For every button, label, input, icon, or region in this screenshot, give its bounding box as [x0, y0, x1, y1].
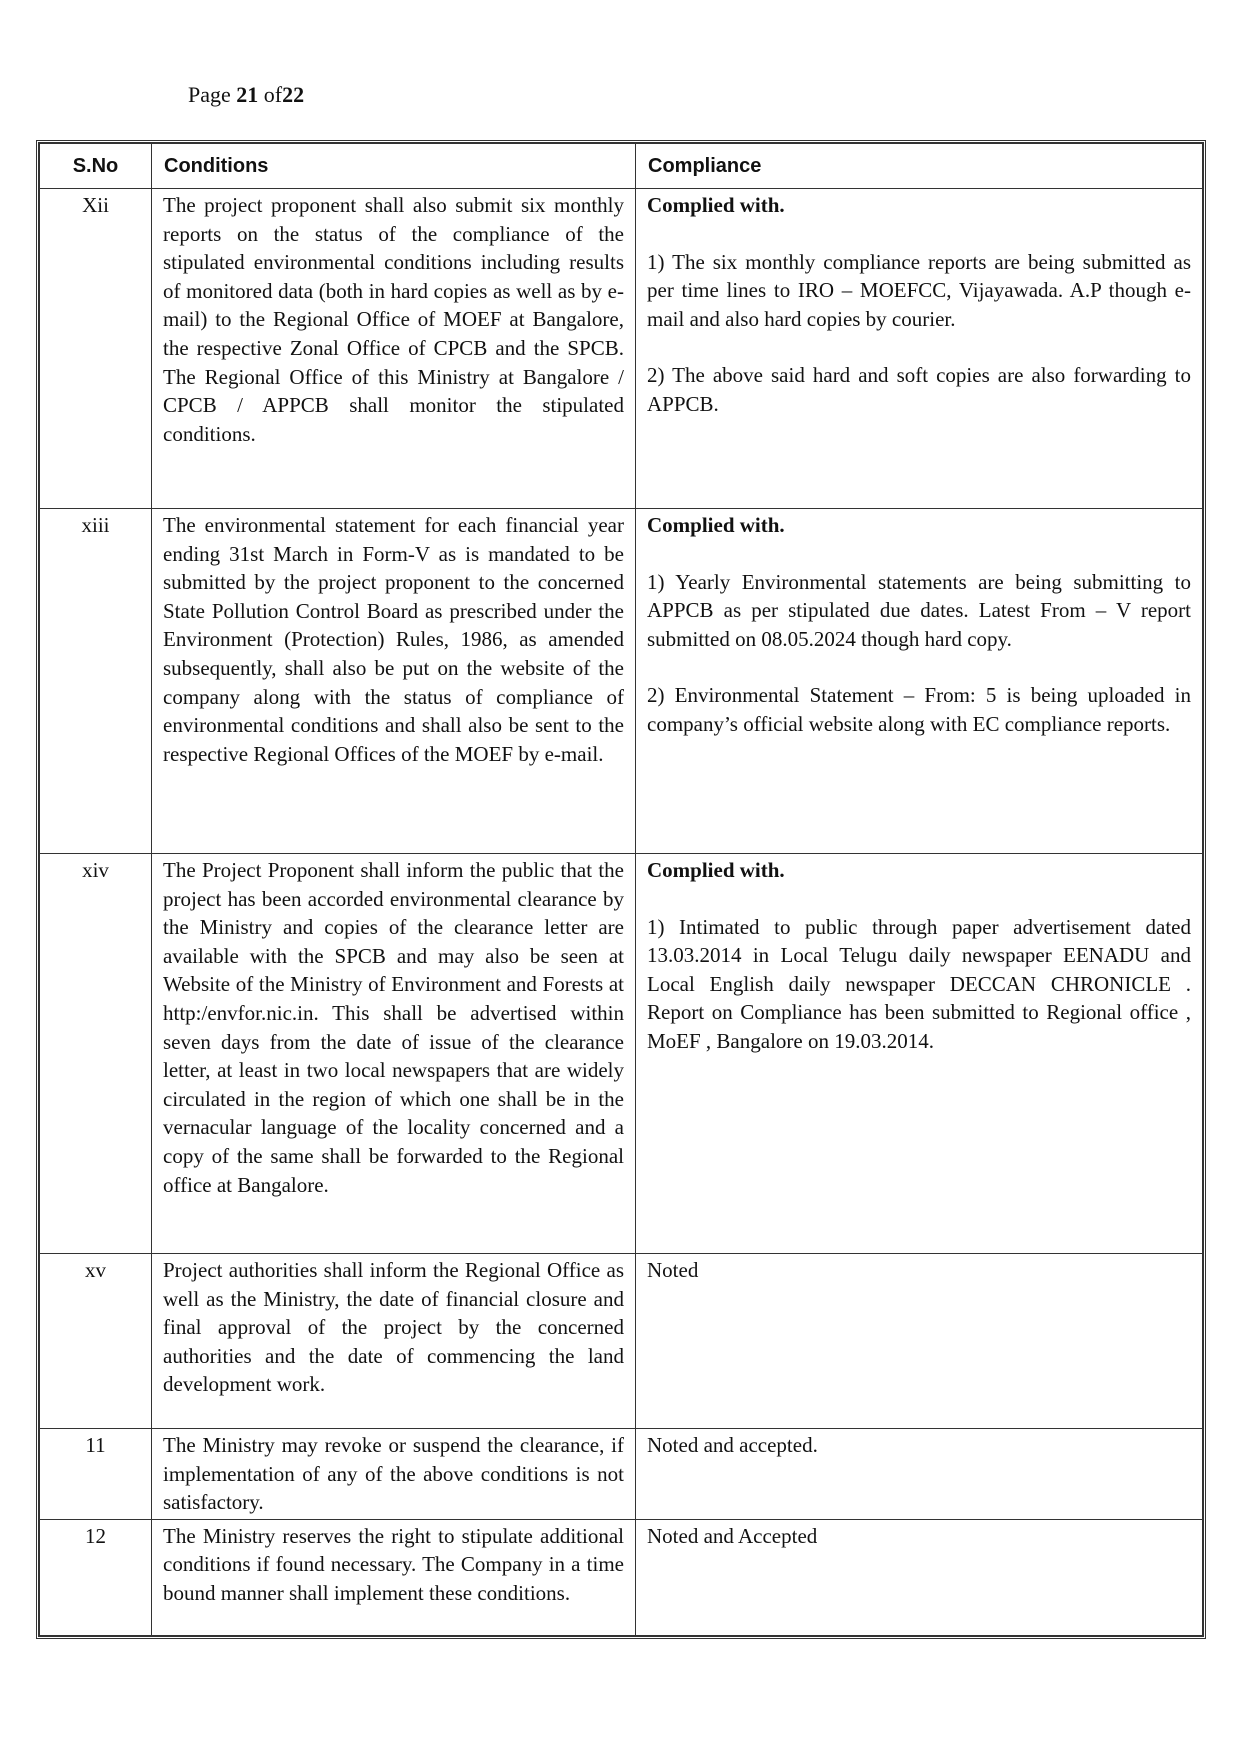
page-of-label: of: [263, 82, 283, 107]
condition-text: The project proponent shall also submit six monthly reports on the status of the compliance of the stipulated environmental conditions including results of monitored data (both in hard copies as well as by e-mail) to the Regional Office of MOEF at Bangalore, the respective Zonal Office of CPCB and the SPCB. The Regional Office of this Ministry at Bangalore / CPCB / APPCB shall monitor the stipulated conditions.: [152, 189, 636, 509]
row-sno: Xii: [40, 189, 152, 509]
table-row: [40, 1519, 1203, 1635]
condition-text: The Ministry may revoke or suspend the clearance, if implementation of any of the above conditions is not satisfactory.: [152, 1429, 636, 1520]
header-sno: S.No: [40, 144, 152, 189]
compliance-cell: [636, 189, 1203, 509]
condition-text: The environmental statement for each financial year ending 31st March in Form-V as is mandated to be submitted by the project proponent to the concerned State Pollution Control Board as prescribed under the Environment (Protection) Rules, 1986, as amended subsequently, shall also be put on the website of the company along with the status of compliance of environmental conditions and shall also be sent to the respective Regional Offices of the MOEF by e-mail.: [152, 509, 636, 854]
table-row: [40, 854, 1203, 1254]
condition-text: Project authorities shall inform the Regional Office as well as the Ministry, the date of financial closure and final approval of the project by the concerned authorities and the date of commencing the land development work.: [152, 1254, 636, 1429]
table-row: [40, 509, 1203, 854]
table-row: [40, 189, 1203, 509]
compliance-point: 1) The six monthly compliance reports are being submitted as per time lines to IRO – MOEFCC, Vijayawada. A.P though e-mail and also hard copies by courier.: [647, 249, 1191, 331]
compliance-cell: [636, 854, 1203, 1254]
compliance-cell: Noted and accepted.: [636, 1429, 1203, 1520]
compliance-point: 2) Environmental Statement – From: 5 is being uploaded in company’s official website along with EC compliance reports.: [647, 683, 1191, 736]
condition-text: The Project Proponent shall inform the public that the project has been accorded environmental clearance by the Ministry and copies of the clearance letter are available with the SPCB and may also be seen at Website of the Ministry of Environment and Forests at http:/envfor.nic.in. This shall be advertised within seven days from the date of issue of the clearance letter, at least in two local newspapers that are widely circulated in the region of which one shall be in the vernacular language of the locality concerned and a copy of the same shall be forwarded to the Regional office at Bangalore.: [152, 854, 636, 1254]
compliance-point: 2) The above said hard and soft copies are also forwarding to APPCB.: [647, 363, 1191, 416]
compliance-point: 1) Yearly Environmental statements are being submitting to APPCB as per stipulated due dates. Latest From – V report submitted on 08.05.2024 though hard copy.: [647, 569, 1191, 651]
header-compliance: Compliance: [636, 144, 1203, 189]
table-row: [40, 1254, 1203, 1429]
page-label: Page: [188, 82, 231, 107]
compliance-cell: Noted: [636, 1254, 1203, 1429]
row-sno: xiv: [40, 854, 152, 1254]
compliance-table-frame: [36, 140, 1206, 1639]
compliance-status: Complied with.: [647, 513, 785, 537]
row-sno: xiii: [40, 509, 152, 854]
compliance-table: [39, 143, 1203, 1636]
table-row: [40, 1429, 1203, 1520]
compliance-cell: [636, 509, 1203, 854]
compliance-status: Complied with.: [647, 858, 785, 882]
page-number-header: [188, 82, 304, 108]
compliance-status: Complied with.: [647, 193, 785, 217]
condition-text: The Ministry reserves the right to stipulate additional conditions if found necessary. The Company in a time bound manner shall implement these conditions.: [152, 1519, 636, 1635]
table-header-row: [40, 144, 1203, 189]
header-conditions: Conditions: [152, 144, 636, 189]
row-sno: xv: [40, 1254, 152, 1429]
page-total: 22: [282, 82, 305, 107]
row-sno: 11: [40, 1429, 152, 1520]
row-sno: 12: [40, 1519, 152, 1635]
page-number: 21: [236, 82, 259, 107]
compliance-point: 1) Intimated to public through paper advertisement dated 13.03.2014 in Local Telugu daily newspaper EENADU and Local English daily newspaper DECCAN CHRONICLE . Report on Compliance has been submitted to Regional office , MoEF , Bangalore on 19.03.2014.: [647, 914, 1191, 1053]
compliance-cell: Noted and Accepted: [636, 1519, 1203, 1635]
